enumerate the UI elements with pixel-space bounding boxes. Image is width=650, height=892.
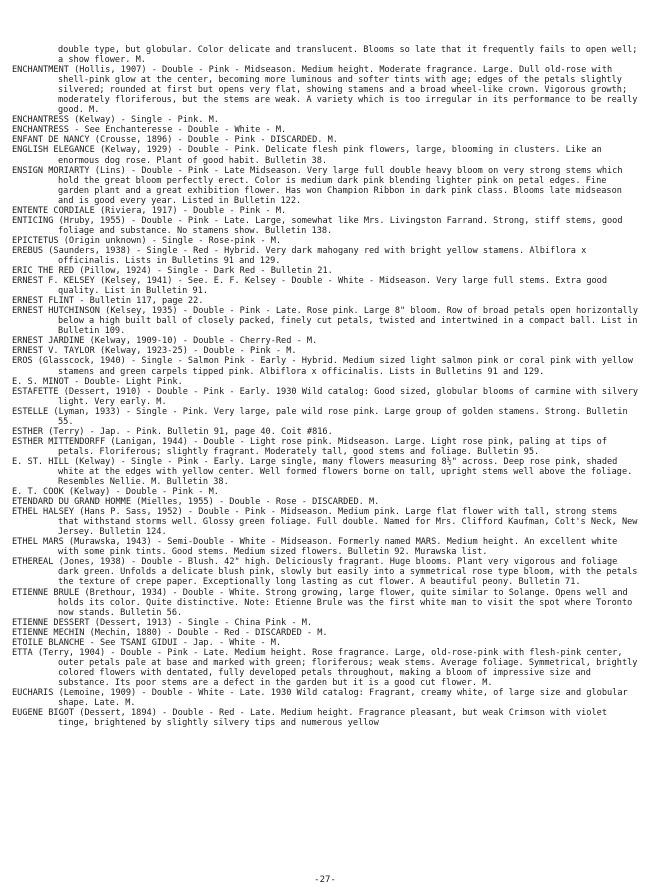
entry: [12, 427, 642, 437]
entry-name: ERNEST JARDINE: [12, 336, 85, 347]
entry-text: (Origin unknown) - Single - Rose-pink - M.: [58, 235, 282, 246]
entry: [12, 638, 642, 648]
entry-text: (Lyman, 1933) - Single - Pink. Very large, pale wild rose pink. Large group of golden stamens. Strong. Bulletin 55.: [48, 406, 628, 427]
entry: [12, 296, 642, 306]
entry-text: (Pillow, 1924) - Single - Dark Red - Bulletin 21.: [74, 266, 333, 277]
entry: [12, 497, 642, 507]
entry: [12, 618, 642, 628]
entry-name: ETTA: [12, 647, 33, 658]
entry-text: (Kelway, 1923-25) - Double - Pink - M.: [94, 346, 297, 357]
entry-text: - See Enchanteresse - Double - White - M.: [68, 125, 287, 136]
entry-text: (Kelway) - Single - Pink - Early. Large single, many flowers measuring 8½" across. Deep rose pink, shaded white at the edges with yellow center. Well formed flowers borne on tall, upright stems well above the foliage. Resembles Nellie. M. Bulletin 38.: [58, 456, 633, 488]
entry: [12, 537, 642, 557]
entry-name: ESTAFETTE: [12, 386, 59, 397]
entry: [12, 588, 642, 618]
entry-name: ETHEL HALSEY: [12, 507, 75, 518]
entry-name: ENCHANTRESS: [12, 125, 69, 136]
entry-text: (Kelway) - Single - Pink. M.: [68, 115, 219, 126]
entry-text: double type, but globular. Color delicate and translucent. Blooms so late that it frequently fails to open well; a show flower. M.: [58, 45, 638, 66]
entry: [12, 336, 642, 346]
entry-name: ESTHER: [12, 426, 44, 437]
entry-list: [12, 45, 642, 728]
entry-text: (Riviera, 1917) - Double - Pink - M.: [94, 205, 287, 216]
entry-text: (Lanigan, 1944) - Double - Light rose pink. Midseason. Large. Light rose pink, paling at tips of petals. Floriferous; slightly fragrant. Moderately tall, good stems and foliage. Bulletin 95.: [58, 436, 608, 457]
entry: [12, 377, 642, 387]
entry-name: E. T. COOK: [12, 487, 64, 498]
entry-name: EPICTETUS: [12, 235, 59, 246]
entry-name: ERNEST FLINT: [12, 296, 75, 307]
entry: [12, 135, 642, 145]
entry-text: (Dessert, 1910) - Double - Pink - Early. 1930 Wild catalog: Good sized, globular blooms of carmine with silvery light. Very early. M.: [58, 386, 639, 407]
entry-name: ERNEST HUTCHINSON: [12, 306, 100, 317]
entry-name: ETENDARD DU GRAND HOMME: [12, 497, 131, 508]
entry: [12, 356, 642, 376]
entry-text: (Mechin, 1880) - Double - Red - DISCARDED - M.: [84, 627, 328, 638]
entry: [12, 266, 642, 276]
entry-text: (Kelway, 1929) - Double - Pink. Delicate flesh pink flowers, large, blooming in clusters. Like an enormous dog rose. Plant of good habit. Bulletin 38.: [58, 145, 602, 166]
entry-name: ENFANT DE NANCY: [12, 135, 90, 146]
entry: [12, 145, 642, 165]
entry-text: (Kelsey, 1935) - Double - Pink - Late. Rose pink. Large 8" bloom. Row of broad petals open horizontally below a high built ball of closely packed, finely cut petals, twisted and intertwined in a compact ball. List in Bulletin 109.: [58, 306, 639, 337]
entry-name: ERIC THE RED: [12, 266, 75, 277]
entry-name: EUCHARIS: [12, 688, 54, 698]
entry-text: (Brethour, 1934) - Double - White. Strong growing, large flower, quite similar to Solange. Opens well and holds its color. Quite distinctive. Note: Etienne Brule was the first white man to visit the spot where Toronto now stands. Bulletin 56.: [58, 587, 633, 618]
entry-text: (Terry) - Jap. - Pink. Bulletin 91, page 40. Coit #816.: [43, 426, 333, 437]
entry-text: (Hans P. Sass, 1952) - Double - Pink - Midseason. Medium pink. Large flat flower with tall, strong stems that withstand storms well. Glossy green foliage. Full double. Named for Mrs. Clifford Kaufman, Colt's Neck, New Jersey. Bulletin 124.: [58, 507, 638, 538]
entry-name: ENTENTE CORDIALE: [12, 205, 95, 216]
entry-text: (Lemoine, 1909) - Double - White - Late. 1930 Wild catalog: Fragrant, creamy white, of large size and globular shape. Late. M.: [53, 688, 628, 709]
entry: [12, 115, 642, 125]
entry-name: EROS: [12, 356, 33, 367]
entry-name: E. S. MINOT: [12, 376, 69, 387]
entry-text: (Terry, 1904) - Double - Pink - Late. Medium height. Rose fragrance. Large, old-rose-pink with flesh-pink center, outer petals pale at base and marked with green; floriferous; weak stems. Average foliage. Symmetrical, brightly colored flowers with dentated, fully developed petals throughout, making a bloom of impressive size and substance. Its poor stems are a defect in the garden but it is a good cut flower. M.: [32, 647, 638, 688]
entry-name: ERNEST F. KELSEY: [12, 276, 95, 287]
entry: [12, 557, 642, 587]
entry-name: ETOILE BLANCHE: [12, 637, 85, 648]
entry-text: (Kelway, 1909-10) - Double - Cherry-Red - M.: [84, 336, 318, 347]
entry: [12, 236, 642, 246]
entry: [12, 65, 642, 115]
entry-name: EREBUS: [12, 245, 44, 256]
entry-text: (Mielles, 1955) - Double - Rose - DISCARDED. M.: [131, 497, 380, 508]
entry-name: E. ST. HILL: [12, 456, 69, 467]
entry-name: ETHEREAL: [12, 557, 54, 568]
entry-text: (Dessert, 1913) - Single - China Pink - M.: [89, 617, 313, 628]
entry-text: (Crousse, 1896) - Double - Pink - DISCARDED. M.: [89, 135, 338, 146]
entry: [12, 206, 642, 216]
entry-text: (Glasscock, 1940) - Single - Salmon Pink - Early - Hybrid. Medium sized light salmon pink or coral pink with yellow stamens and green carpels tipped pink. Albiflora x officinalis. Lists in Bulletins 91 and 129.: [32, 356, 633, 377]
entry: [12, 166, 642, 206]
entry: [12, 387, 642, 407]
entry: [12, 708, 642, 728]
entry: [12, 346, 642, 356]
entry-text: - Double- Light Pink.: [68, 376, 183, 387]
entry-name: ETIENNE DESSERT: [12, 617, 90, 628]
entry-text: (Dessert, 1894) - Double - Red - Late. Medium height. Fragrance pleasant, but weak Crimson with violet tinge, brightened by slightly silvery tips and numerous yellow: [58, 708, 608, 729]
entry-name: EUGENE BIGOT: [12, 708, 75, 719]
entry-name: ENSIGN MORIARTY: [12, 165, 90, 176]
entry-name: ENCHANTMENT: [12, 65, 69, 76]
entry: [12, 407, 642, 427]
entry: [12, 457, 642, 487]
entry-name: ERNEST V. TAYLOR: [12, 346, 95, 357]
entry-text: (Saunders, 1938) - Single - Red - Hybrid. Very dark mahogany red with bright yellow stamens. Albiflora x officinalis. Lists in Bulletins 91 and 129.: [43, 245, 587, 266]
entry: [12, 688, 642, 708]
entry-text: - See TSANI GIDUI - Jap. - White - M.: [84, 637, 282, 648]
entry-name: ENCHANTRESS: [12, 115, 69, 126]
entry: [12, 306, 642, 336]
entry-text: (Kelsey, 1941) - See. E. F. Kelsey - Double - White - Midseason. Very large full stems. Extra good quality. List in Bulletin 91.: [58, 276, 608, 297]
entry-text: (Murawska, 1943) - Semi-Double - White - Midseason. Formerly named MARS. Medium height. An excellent white with some pink tints. Good stems. Medium sized flowers. Bulletin 92. Murawska list.: [58, 537, 618, 558]
entry-text: (Hollis, 1907) - Double - Pink - Midseason. Medium height. Moderate fragrance. Large. Dull old-rose with shell-pink glow at the center, becoming more luminous and softer tints with age; edges of the petals slightly silvered; rounded at first but opens very flat, showing stamens and a broad wheel-like crown. Vigorous growth; moderately floriferous, but the stems are weak. A variety which is too irregular in its performance to be really good. M.: [58, 65, 638, 116]
entry-text: - Bulletin 117, page 22.: [74, 296, 204, 307]
entry-text: (Kelway) - Double - Pink - M.: [63, 487, 219, 498]
page-number: -27-: [314, 875, 336, 885]
entry: [12, 45, 642, 65]
entry-text: (Hruby, 1955) - Double - Pink - Late. Large, somewhat like Mrs. Livingston Farrand. Strong, stiff stems, good foliage and substance. No stamens show. Bulletin 138.: [53, 215, 623, 236]
entry: [12, 125, 642, 135]
entry-text: (Jones, 1938) - Double - Blush. 42" high. Deliciously fragrant. Huge blooms. Plant very vigorous and foliage dark green. Unfolds a delicate blush pink, slowly but easily into a symmetrical rose type bloom, with the petals the texture of crepe paper. Exceptionally long lasting as cut flower. A beautiful peony. Bulletin 71.: [53, 557, 638, 588]
entry-name: ENTICING: [12, 215, 54, 226]
entry-name: ETIENNE MECHIN: [12, 627, 85, 638]
entry-text: (Lins) - Double - Pink - Late Midseason. Very large full double heavy bloom on very strong stems which hold the great bloom perfectly erect. Color is medium dark pink blending lighter pink on petal edges. Fine garden plant and a great exhibition flower. Has won Champion Ribbon in dark pink class. Blooms late midseason and is good every year. Listed in Bulletin 122.: [58, 165, 623, 206]
entry-name: ESTELLE: [12, 406, 49, 417]
entry: [12, 628, 642, 638]
entry-name: ESTHER MITTENDORFF: [12, 436, 106, 447]
entry: [12, 487, 642, 497]
entry: [12, 507, 642, 537]
entry: [12, 216, 642, 236]
entry: [12, 276, 642, 296]
entry: [12, 246, 642, 266]
entry-name: ETHEL MARS: [12, 537, 64, 548]
entry-name: ENGLISH ELEGANCE: [12, 145, 95, 156]
entry: [12, 648, 642, 688]
entry: [12, 437, 642, 457]
entry-name: ETIENNE BRULE: [12, 587, 80, 598]
